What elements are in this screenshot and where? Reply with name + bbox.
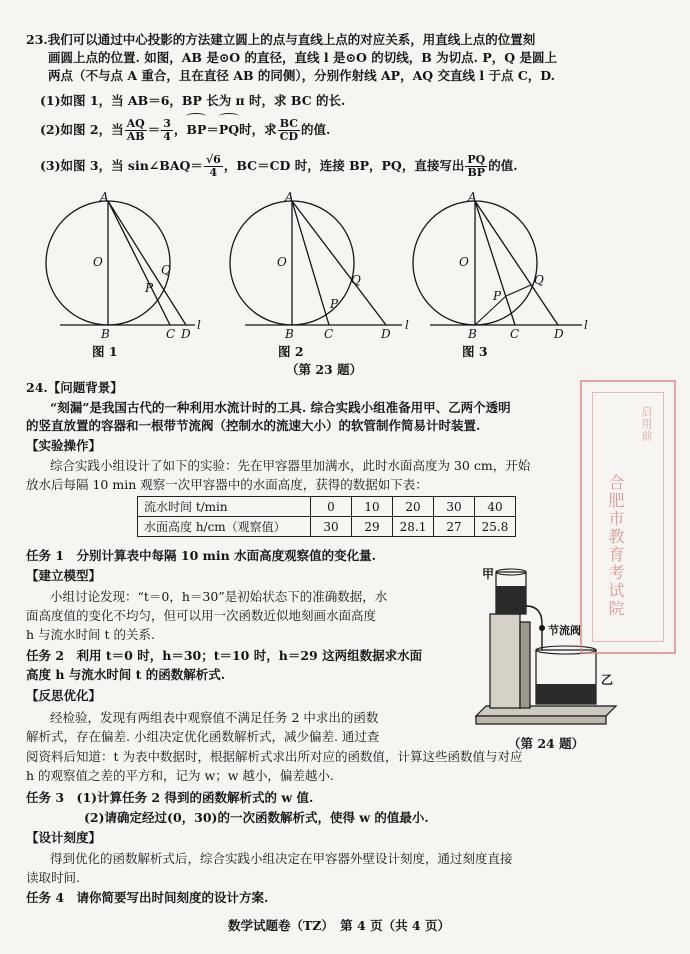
q24-experiment-line1: 综合实践小组设计了如下的实验：先在甲容器里加满水，此时水面高度为 30 cm，开始 <box>50 458 531 473</box>
q24-header-reflection: 【反思优化】 <box>26 688 102 703</box>
fig3-label-l: l <box>584 318 588 332</box>
fig2-label-o: O <box>277 255 287 269</box>
q24-task3-line2: (2)请确定经过(0，30)的一次函数解析式，使得 w 的值最小. <box>84 810 429 825</box>
stamp-text-main: 合肥市教育考试院 <box>606 474 625 618</box>
fig3-caption: 图 3 <box>462 344 488 359</box>
table-row-time <box>138 497 516 517</box>
table-cell: 27 <box>434 517 475 537</box>
figure-2 <box>230 190 409 338</box>
q23-figures-caption: （第 23 题） <box>286 362 363 377</box>
q24-task4: 任务 4 请你简要写出时间刻度的设计方案. <box>26 890 269 905</box>
official-stamp <box>580 380 676 654</box>
q23-part2: (2)如图 2，当 $\frac{AQ}{AB}$ ＝ $\frac{3}{4}$ ，BP＝PQ时，求 $\frac{BC}{CD}$ 的值. <box>40 117 331 143</box>
label-valve: 节流阀 <box>548 624 581 637</box>
q24-reflection-line4: h 的观察值之差的平方和，记为 w；w 越小，偏差越小. <box>26 768 334 783</box>
q24-header-design: 【设计刻度】 <box>26 830 102 845</box>
q24-design-line1: 得到优化的函数解析式后，综合实践小组决定在甲容器外壁设计刻度，通过刻度直接 <box>50 851 513 866</box>
part2-target-fraction: $\frac{BC}{CD}$ <box>279 117 298 143</box>
q24-model-line1: 小组讨论发现：“t＝0，h＝30”是初始状态下的准确数据，水 <box>50 589 388 604</box>
table-header-time: 流水时间 t/min <box>138 497 311 517</box>
part2-value: $\frac{3}{4}$ <box>163 117 171 143</box>
fig3-label-d: D <box>554 327 564 338</box>
q24-background-line1: “刻漏”是我国古代的一种利用水流计时的工具. 综合实践小组准备用甲、乙两个透明 <box>50 400 511 415</box>
fig3-label-p: P <box>493 289 502 303</box>
q24-reflection-line2: 解析式，存在偏差. 小组决定优化函数解析式，减少偏差. 通过查 <box>26 729 380 744</box>
table-cell: 28.1 <box>393 517 434 537</box>
q24-reflection-line3: 阅资料后知道：t 为表中数据时，根据解析式求出所对应的函数值，计算这些函数值与对应 <box>26 749 523 764</box>
q24-header-experiment: 【实验操作】 <box>26 438 102 453</box>
q23-part1: (1)如图 1，当 AB＝6，BP 长为 π 时，求 BC 的长. <box>40 93 346 108</box>
arc-bp: BP <box>186 116 206 144</box>
table-cell: 25.8 <box>475 517 516 537</box>
fig2-label-q: Q <box>351 273 361 287</box>
fig3-label-c: C <box>510 327 520 338</box>
fig3-label-o: O <box>459 255 469 269</box>
fig2-label-p: P <box>330 297 339 311</box>
fig1-label-c: C <box>166 327 176 338</box>
fig2-caption: 图 2 <box>278 344 304 359</box>
q24-task3-line1: 任务 3 (1)计算任务 2 得到的函数解析式的 w 值. <box>26 790 314 805</box>
arc-pq: PQ <box>219 116 239 144</box>
q24-task1: 任务 1 分别计算表中每隔 10 min 水面高度观察值的变化量. <box>26 548 376 563</box>
valve-icon <box>539 625 545 631</box>
q24-design-line2: 读取时间. <box>26 870 80 885</box>
q23-line3: 两点（不与点 A 重合，且在直径 AB 的同侧），分别作射线 AP，AQ 交直线 l 于点 C，D. <box>48 68 556 83</box>
q24-background-line2: 的竖直放置的容器和一根带节流阀（控制水的流速大小）的软管制作简易计时装置. <box>26 418 481 433</box>
part3-target-fraction: $\frac{PQ}{BP}$ <box>467 153 486 179</box>
fig3-label-a: A <box>468 190 477 204</box>
part2-fraction: $\frac{AQ}{AB}$ <box>126 117 145 143</box>
fig1-ray-ad <box>108 201 186 325</box>
fig1-label-l: l <box>197 318 201 332</box>
label-yi: 乙 <box>601 673 614 687</box>
fig1-label-a: A <box>100 190 109 204</box>
table-cell: 0 <box>311 497 352 517</box>
fig1-label-p: P <box>145 281 154 295</box>
fig2-ray-ac <box>292 201 329 325</box>
part2-pre: (2)如图 2，当 <box>40 122 124 137</box>
q24-task2-line1: 任务 2 利用 t＝0 时，h＝30；t＝10 时，h＝29 这两组数据求水面 <box>26 648 423 663</box>
q24-figure-caption: （第 24 题） <box>508 736 585 751</box>
fig2-label-c: C <box>324 327 334 338</box>
fig3-ray-ad <box>475 201 558 325</box>
fig3-label-b: B <box>468 327 477 338</box>
fig2-label-b: B <box>285 327 294 338</box>
q23-part3: (3)如图 3，当 sin∠BAQ＝ $\frac{√6}{4}$ ，BC＝CD 时，连接 BP，PQ，直接写出 $\frac{PQ}{BP}$ 的值. <box>40 153 518 179</box>
q24-reflection-line1: 经检验，发现有两组表中观察值不满足任务 2 中求出的函数 <box>50 710 379 725</box>
container-yi-water <box>536 684 596 704</box>
table-cell: 30 <box>434 497 475 517</box>
apparatus-stand-side <box>520 622 530 708</box>
q24-task2-line2: 高度 h 与流水时间 t 的函数解析式. <box>26 667 226 682</box>
fig1-label-o: O <box>93 255 103 269</box>
table-cell: 29 <box>352 517 393 537</box>
data-table <box>137 496 516 537</box>
apparatus-base-front <box>476 716 606 724</box>
table-cell: 10 <box>352 497 393 517</box>
q24-model-line3: h 与流水时间 t 的关系. <box>26 627 155 642</box>
figure-3 <box>413 190 588 338</box>
q24-experiment-line2: 放水后每隔 10 min 观察一次甲容器中的水面高度，获得的数据如下表： <box>26 477 428 492</box>
q23-line1: 23.我们可以通过中心投影的方法建立圆上的点与直线上点的对应关系，用直线上点的位置刻 <box>26 32 536 47</box>
label-jia: 甲 <box>482 567 495 581</box>
fig3-label-q: Q <box>534 273 544 287</box>
table-cell: 30 <box>311 517 352 537</box>
table-header-height: 水面高度 h/cm（观察值） <box>138 517 311 537</box>
table-cell: 40 <box>475 497 516 517</box>
q24-model-line2: 面高度值的变化不均匀，但可以用一次函数近似地刻画水面高度 <box>26 608 377 623</box>
stamp-text-top: 启用前 <box>640 406 653 442</box>
fig1-label-b: B <box>101 327 110 338</box>
fig3-segment-bp <box>475 296 506 325</box>
fig1-caption: 图 1 <box>92 344 118 359</box>
fig2-label-l: l <box>405 318 409 332</box>
figure-1 <box>46 190 201 338</box>
table-row-height <box>138 517 516 537</box>
fig1-label-q: Q <box>161 263 171 277</box>
fig2-label-d: D <box>381 327 391 338</box>
container-jia-water <box>496 586 526 614</box>
fig2-label-a: A <box>285 190 294 204</box>
q24-header-background: 24.【问题背景】 <box>26 380 123 395</box>
table-cell: 20 <box>393 497 434 517</box>
part3-value: $\frac{√6}{4}$ <box>205 153 221 179</box>
q24-header-model: 【建立模型】 <box>26 568 102 583</box>
q23-figures <box>0 188 690 338</box>
fig2-ray-ad <box>292 201 386 325</box>
fig1-label-d: D <box>181 327 191 338</box>
apparatus-stand <box>490 614 520 708</box>
q23-line2: 画圆上点的位置. 如图，AB 是⊙O 的直径，直线 l 是⊙O 的切线，B 为切点. P，Q 是圆上 <box>48 50 557 65</box>
page-footer: 数学试题卷（TZ） 第 4 页（共 4 页） <box>228 918 450 933</box>
fig3-segment-pq <box>506 285 531 296</box>
